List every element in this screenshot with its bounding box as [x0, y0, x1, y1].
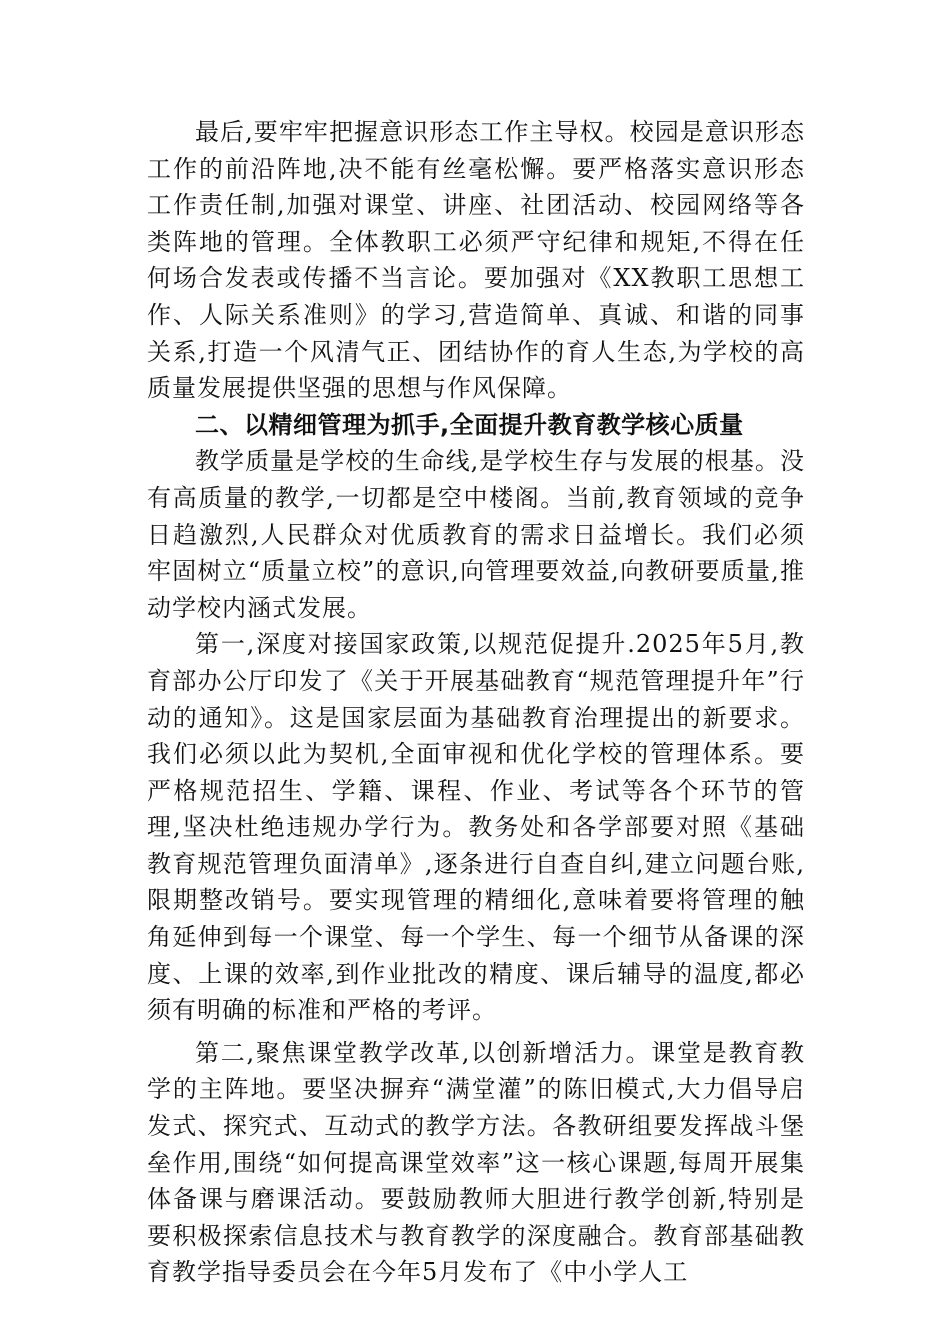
paragraph-policy-alignment: 第一,深度对接国家政策,以规范促提升.2025年5月,教育部办公厅印发了《关于开展基础教育“规范管理提升年”行动的通知》。这是国家层面为基础教育治理提出的新要求。我们必须以此为契机,全面审视和优化学校的管理体系。要严格规范招生、学籍、课程、作业、考试等各个环节的管理,坚决杜绝违规办学行为。教务处和各学部要对照《基础教育规范管理负面清单》,逐条进行自查自纠,建立问题台账,限期整改销号。要实现管理的精细化,意味着要将管理的触角延伸到每一个课堂、每一个学生、每一个细节从备课的深度、上课的效率,到作业批改的精度、课后辅导的温度,都必须有明确的标准和严格的考评。	[147, 630, 805, 1025]
paragraph-classroom-reform: 第二,聚焦课堂教学改革,以创新增活力。课堂是教育教学的主阵地。要坚决摒弃“满堂灌”的陈旧模式,大力倡导启发式、探究式、互动式的教学方法。各教研组要发挥战斗堡垒作用,围绕“如何提高课堂效率”这一核心课题,每周开展集体备课与磨课活动。要鼓励教师大胆进行教学创新,特别是要积极探索信息技术与教育教学的深度融合。教育部基础教育教学指导委员会在今年5月发布了《中小学人工	[147, 1038, 805, 1287]
document-body	[147, 114, 805, 1291]
paragraph-teaching-quality: 教学质量是学校的生命线,是学校生存与发展的根基。没有高质量的教学,一切都是空中楼阁。当前,教育领域的竞争日趋激烈,人民群众对优质教育的需求日益增长。我们必须牢固树立“质量立校”的意识,向管理要效益,向教研要质量,推动学校内涵式发展。	[147, 447, 805, 622]
paragraph-ideology: 最后,要牢牢把握意识形态工作主导权。校园是意识形态工作的前沿阵地,决不能有丝毫松懈。要严格落实意识形态工作责任制,加强对课堂、讲座、社团活动、校园网络等各类阵地的管理。全体教职工必须严守纪律和规矩,不得在任何场合发表或传播不当言论。要加强对《XX教职工思想工作、人际关系准则》的学习,营造简单、真诚、和谐的同事关系,打造一个风清气正、团结协作的育人生态,为学校的高质量发展提供坚强的思想与作风保障。	[147, 118, 805, 403]
section-heading-2: 二、以精细管理为抓手,全面提升教育教学核心质量	[195, 410, 744, 439]
